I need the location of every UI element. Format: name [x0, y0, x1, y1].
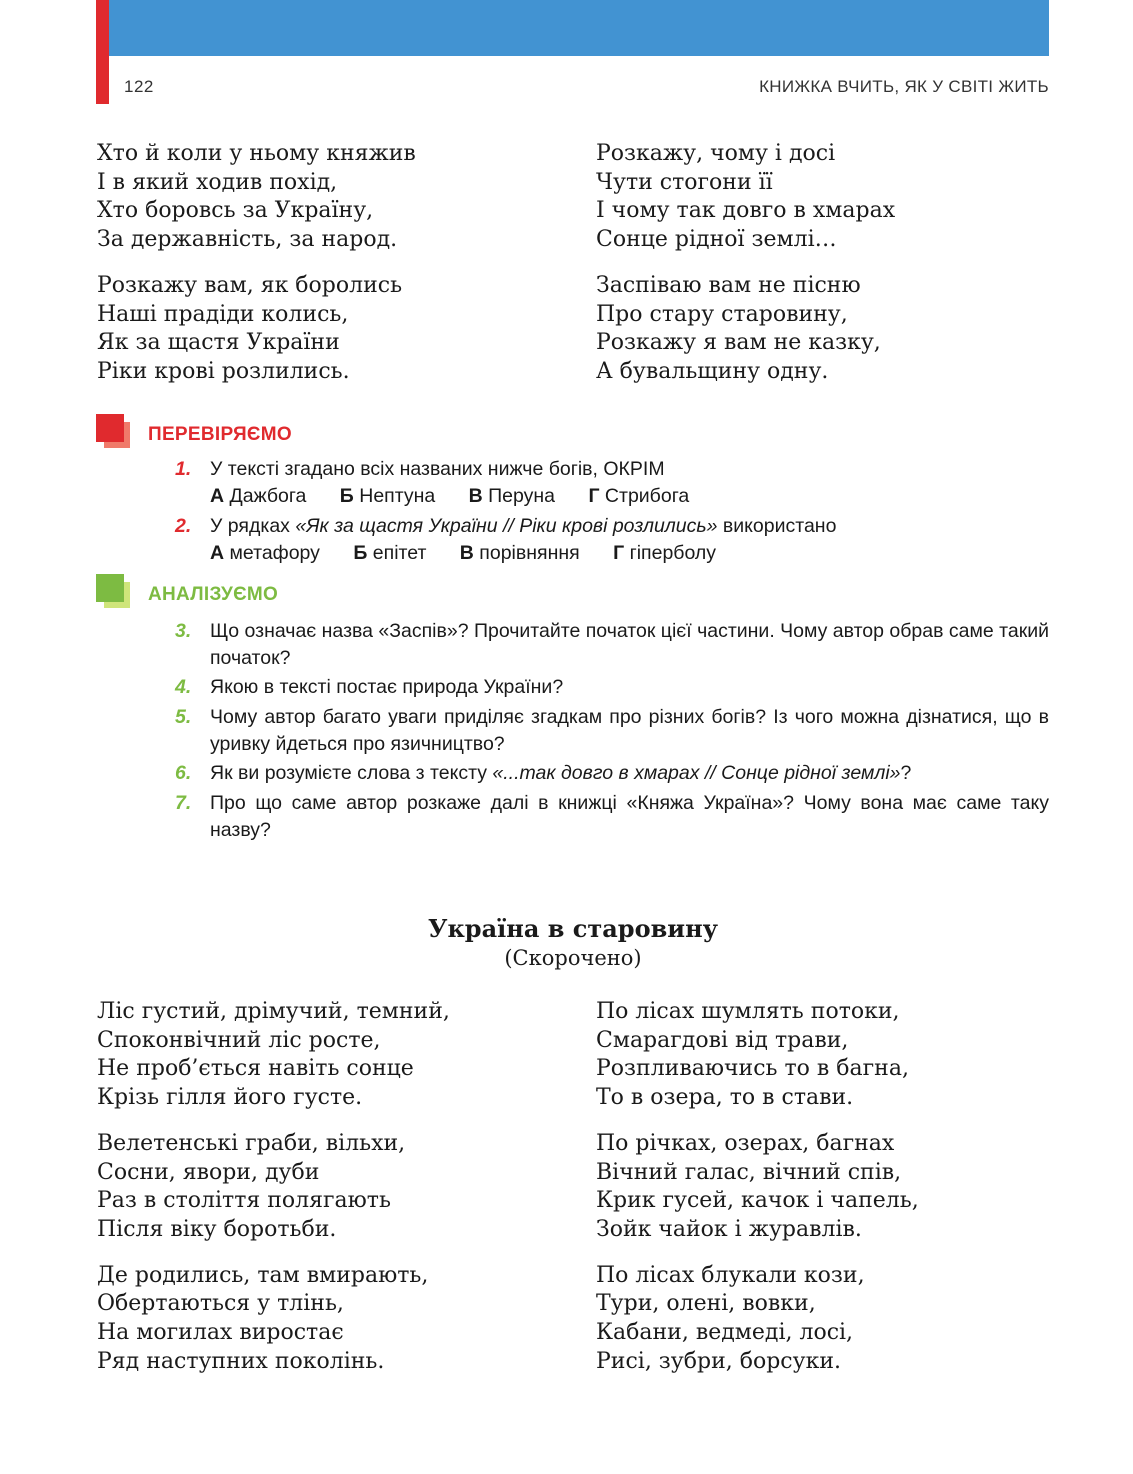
task-number: 3. [175, 620, 192, 642]
running-title: КНИЖКА ВЧИТЬ, ЯК У СВІТІ ЖИТЬ [759, 77, 1049, 96]
poem-line: А бувальщину одну. [596, 358, 829, 384]
task-item [175, 513, 1049, 566]
poem-line: Заспіваю вам не пісню [596, 272, 861, 298]
story-title: Україна в старовину [428, 914, 718, 943]
answer-option: В Перуна [468, 484, 556, 507]
poem-line: І чому так довго в хмарах [596, 198, 896, 224]
task-text: Про що саме автор розкаже далі в книжці «Княжа Україна»? Чому вона має саме таку назву? [210, 792, 1049, 841]
story-left-column [97, 998, 450, 1393]
poem-line: Вічний галас, вічний спів, [596, 1159, 902, 1185]
poem-line: Ліс густий, дрімучий, темний, [97, 999, 450, 1024]
poem-top-left-column [97, 140, 416, 404]
task-text: У рядках «Як за щастя України // Ріки крові розлились» використано [210, 515, 837, 537]
answer-option: В порівняння [459, 541, 580, 564]
task-number: 2. [175, 515, 192, 537]
stanza [596, 272, 895, 387]
poem-line: Чути стогони її [596, 169, 773, 195]
poem-line: Не проб’ється навіть сонце [97, 1056, 414, 1082]
poem-line: На могилах виростає [97, 1320, 344, 1346]
task-number: 4. [175, 676, 192, 698]
answer-option: Б Нептуна [339, 484, 436, 507]
answer-option: А метафору [210, 541, 320, 564]
poem-line: Раз в століття полягають [97, 1188, 391, 1214]
poem-line: Розкажу, чому і досі [596, 141, 836, 166]
page-number: 122 [124, 77, 154, 96]
poem-line: Сонце рідної землі… [596, 227, 837, 253]
story-right-column [596, 998, 919, 1393]
quote: «...так довго в хмарах // Сонце рідної землі» [492, 762, 901, 784]
stanza [97, 1262, 450, 1377]
answer-option: А Дажбога [210, 484, 307, 507]
task-text: Як ви розумієте слова з тексту «...так довго в хмарах // Сонце рідної землі»? [210, 762, 912, 784]
poem-line: За державність, за народ. [97, 227, 398, 253]
poem-line: Після віку боротьби. [97, 1216, 337, 1242]
stanza [97, 998, 450, 1113]
poem-line: По лісах блукали кози, [596, 1262, 865, 1288]
header-accent-strip [96, 0, 109, 104]
task-item [175, 456, 1049, 509]
poem-line: Крик гусей, качок і чапель, [596, 1188, 919, 1214]
stanza [596, 140, 895, 255]
stanza [97, 1130, 450, 1245]
poem-line: Крізь гілля його густе. [97, 1085, 363, 1111]
section-title: ПЕРЕВІРЯЄМО [148, 424, 292, 445]
task-item [175, 790, 1049, 843]
task-item [175, 674, 1049, 701]
stanza [97, 272, 416, 387]
task-options [210, 540, 1049, 567]
poem-line: Хто й коли у ньому княжив [97, 141, 416, 166]
task-options [210, 483, 1049, 510]
answer-option: Г гіперболу [613, 541, 716, 564]
section-marker-icon [96, 574, 124, 602]
poem-line: Сосни, явори, дуби [97, 1159, 320, 1185]
stanza [596, 1130, 919, 1245]
task-item [175, 704, 1049, 757]
task-number: 5. [175, 706, 192, 728]
poem-line: Розкажу вам, як боролись [97, 272, 403, 298]
poem-line: І в який ходив похід, [97, 169, 338, 195]
answer-option: Б епітет [353, 541, 427, 564]
poem-line: Про стару старовину, [596, 301, 848, 327]
story-subtitle: (Скорочено) [504, 946, 642, 970]
poem-line: Споконвічний ліс росте, [97, 1027, 381, 1053]
task-item [175, 760, 1049, 787]
poem-line: Тури, олені, вовки, [596, 1291, 816, 1317]
poem-line: Зойк чайок і журавлів. [596, 1216, 862, 1242]
task-number: 6. [175, 762, 192, 784]
poem-line: По річках, озерах, багнах [596, 1130, 895, 1156]
poem-line: Рисі, зубри, борсуки. [596, 1348, 841, 1374]
poem-line: Як за щастя України [97, 330, 340, 356]
analyze-section-header [96, 574, 356, 610]
answer-option: Г Стрибога [588, 484, 690, 507]
stanza [97, 140, 416, 255]
poem-line: Розкажу я вам не казку, [596, 330, 881, 356]
poem-line: То в озера, то в стави. [596, 1085, 854, 1111]
stanza [596, 998, 919, 1113]
poem-line: Розпливаючись то в багна, [596, 1056, 909, 1082]
poem-line: Де родились, там вмирають, [97, 1262, 429, 1288]
poem-line: Велетенські граби, вільхи, [97, 1130, 406, 1156]
poem-line: Смарагдові від трави, [596, 1027, 849, 1053]
poem-line: Обертаються у тлінь, [97, 1291, 344, 1317]
task-text: Якою в тексті постає природа України? [210, 676, 564, 698]
task-number: 7. [175, 792, 192, 814]
poem-top-right-column [596, 140, 895, 404]
task-number: 1. [175, 458, 192, 480]
task-text: У тексті згадано всіх названих нижче богів, ОКРІМ [210, 458, 665, 480]
poem-line: Кабани, ведмеді, лосі, [596, 1320, 854, 1346]
poem-line: Ряд наступних поколінь. [97, 1348, 385, 1374]
task-text: Чому автор багато уваги приділяє згадкам про різних богів? Із чого можна дізнатися, що в уривку йдеться про язичництво? [210, 706, 1049, 755]
stanza [596, 1262, 919, 1377]
task-text: Що означає назва «Заспів»? Прочитайте початок цієї частини. Чому автор обрав саме такий початок? [210, 620, 1050, 669]
poem-line: По лісах шумлять потоки, [596, 999, 900, 1024]
header-bar [96, 0, 1049, 56]
quote: «Як за щастя України // Ріки крові розлились» [295, 515, 718, 537]
task-item [175, 618, 1049, 671]
poem-line: Наші прадіди колись, [97, 301, 349, 327]
check-section-header [96, 414, 356, 450]
section-marker-icon [96, 414, 124, 442]
poem-line: Ріки крові розлились. [97, 358, 350, 384]
section-title: АНАЛІЗУЄМО [148, 584, 279, 605]
poem-line: Хто боровсь за Україну, [97, 198, 374, 224]
